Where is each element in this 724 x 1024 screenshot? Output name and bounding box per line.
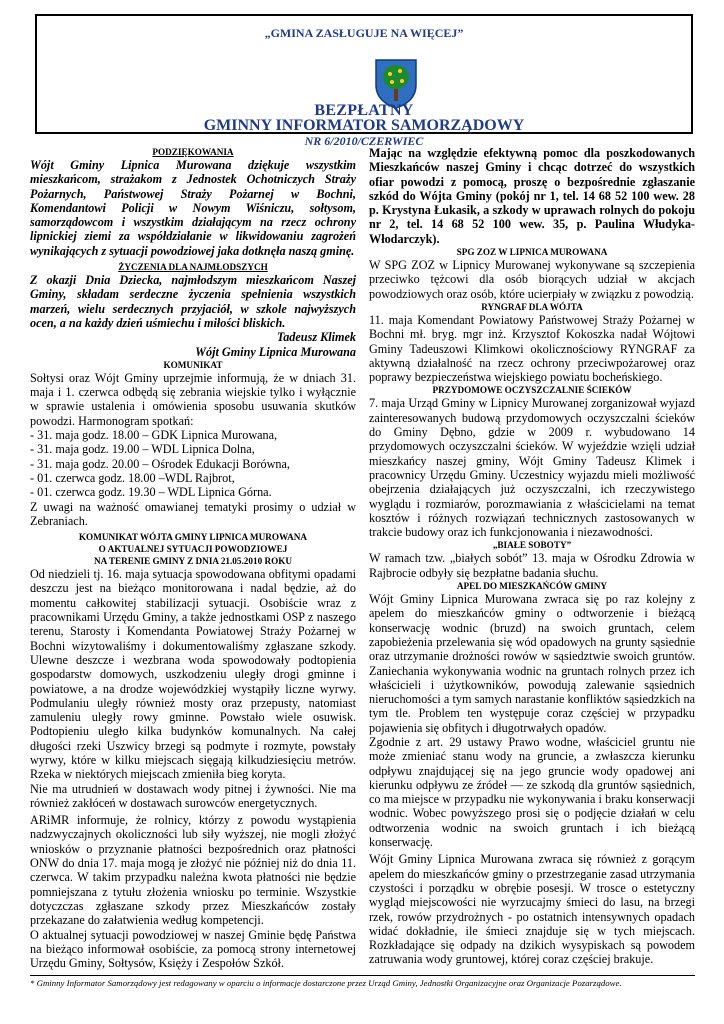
flood-closing-text: O aktualnej sytuacji powodziowej w naszej Gminie będę Państwa na bieżąco informował osobiście, za pomocą strony internetowej Urzędu Gminy, Sołtysów, Księży i Zespołów Szkół. [30, 927, 356, 971]
masthead-motto: „GMINA ZASŁUGUJE NA WIĘCEJ” [264, 26, 464, 40]
section-head-sewage: PRZYDOMOWE OCZYSZCZALNIE ŚCIEKÓW [432, 385, 632, 396]
section-head-thanks: PODZIĘKOWANIA [152, 147, 234, 157]
section-head-saturdays: „BIAŁE SOBOTY” [492, 540, 572, 551]
flood-text: Od niedzieli tj. 16. maja sytuacja spowodowana obfitymi opadami deszczu jest na bieżąco monitorowana i nadal będzie, aż do momentu całkowitej stabilizacji sytuacji. Osobiście wraz z pracownikami Urzędu Gminy, a także jednostkami OSP z naszego terenu, Starosty i Komendanta Powiatowej Straży Pożarnej w Bochni wizytowaliśmy i dokumentowaliśmy zgłaszane szkody. Ulewne deszcze i wezbrana woda spowodowały podtopienia gospodarstw domowych, uszkodzeniu uległy drogi gminne i powiatowe, a na drodze wojewódzkiej wystąpiły liczne wyrwy. Podmulaniu uległy również mosty oraz przepusty, natomiast zamuleniu uległy rowy gminne. Powstało wiele osuwisk. Podtopieniu uległo kilka budynków komunalnych. Na całej długości rzeki Uszwicy brzegi są podmyte i rozmyte, powstały wyrwy, które w kilku miejscach sięgają kilkudziesięciu metrów. Rzeka w niektórych miejscach zmieniła bieg koryta. [30, 567, 356, 782]
sewage-text: 7. maja Urząd Gminy w Lipnicy Murowanej zorganizował wyjazd zainteresowanych budową przydomowych oczyszczalni ścieków do Gminy Dębno, gdzie w 2009 r. wybudowano 14 przydomowych oczyszczalni ścieków. W wyjeździe wzięli udział mieszkańcy naszej gminy, Wójt Gminy Tadeusz Klimek i pracownicy Urzędu Gminy. Uczestnicy wyjazdu mieli możliwość obejrzenia działających już oczyszczalni, ich rzeczywistego wyglądu i rozmiarów, porozmawiania z właścicielami na temat kosztów i różnych rozwiązań technicznych zastosowanych w trakcie budowy oraz ich funkcjonowania i niezawodności. [369, 396, 695, 540]
ryngraf-text: 11. maja Komendant Powiatowy Państwowej Straży Pożarnej w Bochni mł. bryg. mgr inż. Krzysztof Kokoszka nadał Wójtowi Gminy Tadeuszowi Klimkowi okolicznościowy RYNGRAF za aktywną działalność na rzecz ochrony przeciwpożarowej oraz poprawy bezpieczeństwa wiejskiego powiatu bocheńskiego. [369, 312, 695, 385]
schedule-item: - 31. maja godz. 19.00 – WDL Lipnica Dolna, [30, 442, 255, 457]
flood-head-line2: O AKTUALNEJ SYTUACJI POWODZIOWEJ [98, 544, 288, 555]
masthead-title-main: GMINNY INFORMATOR SAMORZĄDOWY [203, 117, 525, 134]
komunikat-intro: Sołtysi oraz Wójt Gminy uprzejmie informują, że w dniach 31. maja i 1. czerwca odbędą się zebrania wiejskie tylko i wyłącznie w sprawie ustalenia i omówienia sposobu usuwania skutków powodzi. Harmonogram spotkań: [30, 370, 356, 428]
flood-head-line3: NA TERENIE GMINY Z DNIA 21.05.2010 ROKU [93, 556, 293, 567]
schedule-item: - 01. czerwca godz. 19.30 – WDL Lipnica Górna. [30, 485, 272, 500]
section-head-appeal: APEL DO MIESZKAŃCÓW GMINY [456, 581, 608, 592]
flood-head-line1: KOMUNIKAT WÓJTA GMINY LIPNICA MUROWANA [78, 532, 308, 543]
appeal-text: Wójt Gminy Lipnica Murowana zwraca się po raz kolejny z apelem do mieszkańców gminy o odtworzenie i bieżącą konserwację wodnic (bruzd) na swoich gruntach, celem zapobieżenia przelewania się wód opadowych na grunty sąsiednie oraz utrzymanie drożności rowów w sąsiedztwie swoich gruntów. Zaniechania wykonywania wodnic na gruntach rolnych przez ich właścicieli i użytkowników, powodują zalewanie sąsiednich nieruchomości a tym samych narastanie konfliktów sąsiedzkich na tym tle. Problem ten występuje coraz częściej w przypadku pojawienia się obfitych i długotrwałych opadów. [369, 592, 695, 735]
signature-title: Wójt Gminy Lipnica Murowana [195, 344, 356, 359]
masthead-title-free: BEZPŁATNY [314, 102, 414, 119]
komunikat-outro: Z uwagi na ważność omawianej tematyki prosimy o udział w Zebraniach. [30, 499, 356, 528]
section-head-wishes: ŻYCZENIA DLA NAJMŁODSZYCH [118, 262, 268, 273]
saturday-text: W ramach tzw. „białych sobót” 13. maja w Ośrodku Zdrowia w Rajbrocie odbyły się bezpłatne badania słuchu. [369, 551, 695, 580]
section-head-ryngraf: RYNGRAF DLA WÓJTA [481, 301, 583, 312]
left-column [30, 146, 356, 970]
schedule-item: - 31. maja godz. 18.00 – GDK Lipnica Murowana, [30, 428, 278, 443]
right-column [369, 146, 695, 967]
schedule-item: - 01. czerwca godz. 18.00 –WDL Rajbrot, [30, 470, 235, 485]
signature-name: Tadeusz Klimek [276, 330, 356, 345]
schedule-item: - 31. maja godz. 20.00 – Ośrodek Edukacji Borówna, [30, 456, 290, 471]
help-text: Mając na względzie efektywną pomoc dla poszkodowanych Mieszkańców naszej Gminy i chcąc dotrzeć do wszystkich ofiar powodzi z pomocą, proszę o bezpośrednie zgłaszanie szkód do Wójta Gminy (pokój nr 1, tel. 14 68 52 100 wew. 28 p. Krystyna Łukasik, a szkody w uprawach rolnych do pokoju nr 2, tel. 14 68 52 100 wew. 35, p. Paulina Włudyka-Włodarczyk). [369, 146, 695, 246]
masthead-issue: NR 6/2010/CZERWIEC [304, 134, 424, 148]
appeal-text: Zgodnie z art. 29 ustawy Prawo wodne, właściciel gruntu nie może zmieniać stanu wody na gruncie, a zwłaszcza kierunku odpływu znajdującej się na jego gruncie wody opadowej ani kierunku odpływu ze źródeł — ze szkodą dla gruntów sąsiednich, co ma miejsce w przypadku nie wykonywania i braku konserwacji wodnic. Wobec powyższego prosi się o podjęcie działań w celu odtworzenia wodnic na swoich gruntach i ich bieżącą konserwację. [369, 734, 695, 850]
thanks-text: Wójt Gminy Lipnica Murowana dziękuje wszystkim mieszkańcom, strażakom z Jednostek Ochotniczych Straży Pożarnych, Państwowej Straży Pożarnej w Bochni, Komendantowi Policji w Nowym Wiśniczu, sołtysom, samorządowcom i wszystkim działającym na rzecz ochrony lipnickiej ziemi za współdziałanie w likwidowaniu zagrożeń wynikających z sytuacji powodziowej jaka dotknęła naszą gminę. [30, 158, 356, 258]
arimr-text: ARiMR informuje, że rolnicy, którzy z powodu wystąpienia nadzwyczajnych okoliczności lub siły wyższej, nie mogli złożyć wniosków o przyznanie płatności bezpośrednich oraz płatności ONW do dnia 17. maja mogą je złożyć nie później niż do dnia 11. czerwca. W takim przypadku należna kwota płatności nie będzie pomniejszana z tytułu złożenia wniosku po terminie. Wszystkie dotyczczas zgłaszane szkody przez Mieszkańców zostały przekazane do załatwienia według kompetencji. [30, 813, 356, 928]
appeal-text: Wójt Gminy Lipnica Murowana zwraca się również z gorącym apelem do mieszkańców gminy o przestrzeganie zasad utrzymania czystości i porządku w obrębie posesji. W trosce o estetyczny wygląd miejscowości nie wyrzucajmy śmieci do lasu, na brzegi rzek, rowów przydrożnych - po ostatnich intensywnych opadach widać dokładnie, ile śmieci znajduje się w tych miejscach. Rozkładające się odpady na dzikich wysypiskach są powodem zatruwania wody gruntowej, której coraz częściej brakuje. [369, 852, 695, 967]
flood-text: Nie ma utrudnień w dostawach wody pitnej i żywności. Nie ma również zakłóceń w dostawach surowców energetycznych. [30, 781, 356, 810]
wishes-text: Z okazji Dnia Dziecka, najmłodszym mieszkańcom Naszej Gminy, składam serdeczne życzenia spełnienia wszystkich marzeń, wielu serdecznych przyjaciół, w szkole najwyższych ocen, a na każdy dzień uśmiechu i miłości bliskich. [30, 273, 356, 330]
section-head-komunikat: KOMUNIKAT [163, 359, 223, 370]
masthead [35, 14, 693, 148]
footer-note: * Gminny Informator Samorządowy jest redagowany w oparciu o informacje dostarczone przez Urząd Gminy, Jednostki Organizacyjne oraz Organizacje Pozarządowe. [30, 975, 695, 988]
section-head-spg: SPG ZOZ W LIPNICA MUROWANA [456, 247, 608, 258]
spg-text: W SPG ZOZ w Lipnicy Murowanej wykonywane są szczepienia przeciwko tężcowi dla osób biorących udział w akcjach powodziowych oraz osób, które ucierpiały w związku z powodzią. [369, 258, 695, 301]
